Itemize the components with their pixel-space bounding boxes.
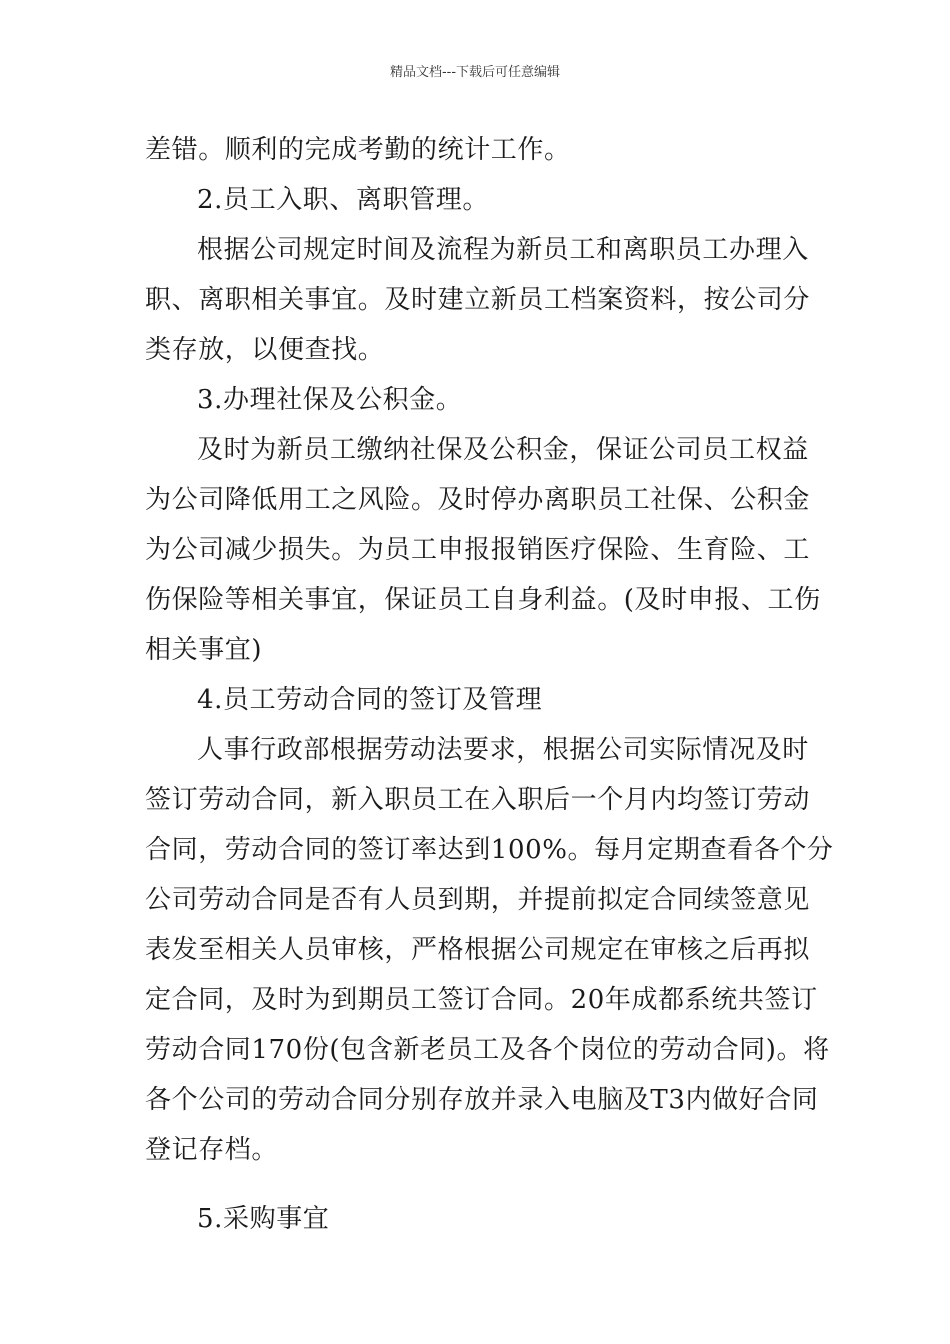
page-header: 精品文档---下载后可任意编辑 <box>389 65 561 80</box>
text-line: 合同，劳动合同的签订率达到100%。每月定期查看各个分 <box>145 835 834 865</box>
text-line: 定合同，及时为到期员工签订合同。20年成都系统共签订 <box>145 985 818 1015</box>
section-heading: 2.员工入职、离职管理。 <box>197 185 490 215</box>
section-heading: 4.员工劳动合同的签订及管理 <box>197 685 543 715</box>
text-line: 登记存档。 <box>145 1135 279 1165</box>
text-line: 为公司减少损失。为员工申报报销医疗保险、生育险、工 <box>145 535 811 565</box>
text-line: 表发至相关人员审核，严格根据公司规定在审核之后再拟 <box>145 935 811 965</box>
text-line: 类存放，以便查找。 <box>145 335 385 365</box>
text-line: 根据公司规定时间及流程为新员工和离职员工办理入 <box>197 235 809 265</box>
text-line: 职、离职相关事宜。及时建立新员工档案资料，按公司分 <box>145 285 811 315</box>
section-heading: 5.采购事宜 <box>197 1204 330 1234</box>
text-line: 为公司降低用工之风险。及时停办离职员工社保、公积金 <box>145 485 811 515</box>
text-line: 各个公司的劳动合同分别存放并录入电脑及T3内做好合同 <box>145 1085 819 1115</box>
text-line: 公司劳动合同是否有人员到期，并提前拟定合同续签意见 <box>145 885 811 915</box>
section-heading: 3.办理社保及公积金。 <box>197 385 463 415</box>
text-line: 劳动合同170份(包含新老员工及各个岗位的劳动合同)。将 <box>145 1035 830 1065</box>
text-line: 相关事宜) <box>145 635 263 665</box>
document-body <box>145 125 834 1244</box>
text-line: 签订劳动合同，新入职员工在入职后一个月内均签订劳动 <box>145 785 811 815</box>
text-line: 伤保险等相关事宜，保证员工自身利益。(及时申报、工伤 <box>145 585 821 615</box>
text-line: 差错。顺利的完成考勤的统计工作。 <box>145 135 571 165</box>
text-line: 人事行政部根据劳动法要求，根据公司实际情况及时 <box>197 735 809 765</box>
paragraph-spacer <box>145 1175 810 1194</box>
text-line: 及时为新员工缴纳社保及公积金，保证公司员工权益 <box>197 435 809 465</box>
